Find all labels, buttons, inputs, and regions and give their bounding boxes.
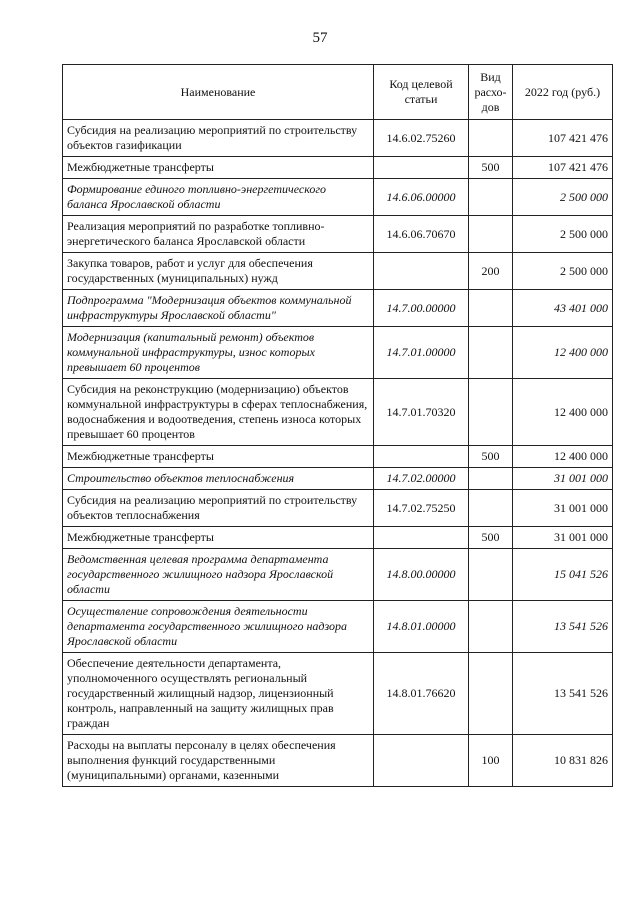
sum-cell: 12 400 000 xyxy=(513,379,613,446)
type-cell xyxy=(469,216,513,253)
table-row xyxy=(63,735,613,787)
sum-cell: 13 541 526 xyxy=(513,601,613,653)
name-cell: Обеспечение деятельности департамента, уполномоченного осуществлять региональный государственный жилищный надзор, лицензионный контроль, направленный на защиту жилищных прав граждан xyxy=(63,653,374,735)
code-cell: 14.7.01.00000 xyxy=(374,327,469,379)
code-cell: 14.7.01.70320 xyxy=(374,379,469,446)
table-row xyxy=(63,327,613,379)
name-cell: Формирование единого топливно-энергетического баланса Ярославской области xyxy=(63,179,374,216)
name-cell: Подпрограмма "Модернизация объектов коммунальной инфраструктуры Ярославской области" xyxy=(63,290,374,327)
table-row xyxy=(63,490,613,527)
sum-cell: 2 500 000 xyxy=(513,179,613,216)
code-cell xyxy=(374,527,469,549)
table-row xyxy=(63,120,613,157)
sum-cell: 2 500 000 xyxy=(513,253,613,290)
type-cell: 200 xyxy=(469,253,513,290)
header-sum: 2022 год (руб.) xyxy=(513,65,613,120)
code-cell xyxy=(374,735,469,787)
name-cell: Межбюджетные трансферты xyxy=(63,446,374,468)
table-row xyxy=(63,653,613,735)
sum-cell: 107 421 476 xyxy=(513,120,613,157)
type-cell xyxy=(469,549,513,601)
type-cell xyxy=(469,379,513,446)
type-cell xyxy=(469,327,513,379)
type-cell xyxy=(469,653,513,735)
type-cell xyxy=(469,601,513,653)
name-cell: Модернизация (капитальный ремонт) объектов коммунальной инфраструктуры, износ которых превышает 60 процентов xyxy=(63,327,374,379)
sum-cell: 31 001 000 xyxy=(513,490,613,527)
type-cell xyxy=(469,490,513,527)
sum-cell: 31 001 000 xyxy=(513,468,613,490)
table-row xyxy=(63,446,613,468)
name-cell: Расходы на выплаты персоналу в целях обеспечения выполнения функций государственными (муниципальными) органами, казенными xyxy=(63,735,374,787)
type-cell: 500 xyxy=(469,157,513,179)
name-cell: Межбюджетные трансферты xyxy=(63,527,374,549)
code-cell: 14.7.02.75250 xyxy=(374,490,469,527)
code-cell: 14.8.01.00000 xyxy=(374,601,469,653)
sum-cell: 13 541 526 xyxy=(513,653,613,735)
type-cell xyxy=(469,179,513,216)
table-row xyxy=(63,379,613,446)
name-cell: Субсидия на реконструкцию (модернизацию) объектов коммунальной инфраструктуры в сферах теплоснабжения, водоснабжения и водоотведения, степень износа которых превышает 60 процентов xyxy=(63,379,374,446)
name-cell: Строительство объектов теплоснабжения xyxy=(63,468,374,490)
type-cell: 500 xyxy=(469,527,513,549)
type-cell xyxy=(469,290,513,327)
table-row xyxy=(63,216,613,253)
code-cell xyxy=(374,253,469,290)
code-cell: 14.7.02.00000 xyxy=(374,468,469,490)
name-cell: Осуществление сопровождения деятельности департамента государственного жилищного надзора Ярославской области xyxy=(63,601,374,653)
sum-cell: 10 831 826 xyxy=(513,735,613,787)
header-name: Наименование xyxy=(63,65,374,120)
type-cell: 100 xyxy=(469,735,513,787)
table-row xyxy=(63,549,613,601)
table-row xyxy=(63,601,613,653)
table-row xyxy=(63,253,613,290)
name-cell: Закупка товаров, работ и услуг для обеспечения государственных (муниципальных) нужд xyxy=(63,253,374,290)
code-cell xyxy=(374,157,469,179)
table-row xyxy=(63,290,613,327)
sum-cell: 12 400 000 xyxy=(513,327,613,379)
table-row xyxy=(63,179,613,216)
sum-cell: 107 421 476 xyxy=(513,157,613,179)
sum-cell: 2 500 000 xyxy=(513,216,613,253)
code-cell: 14.6.06.00000 xyxy=(374,179,469,216)
sum-cell: 15 041 526 xyxy=(513,549,613,601)
budget-table xyxy=(62,64,613,787)
table-header-row xyxy=(63,65,613,120)
name-cell: Межбюджетные трансферты xyxy=(63,157,374,179)
sum-cell: 43 401 000 xyxy=(513,290,613,327)
header-type: Вид расхо-дов xyxy=(469,65,513,120)
code-cell: 14.8.00.00000 xyxy=(374,549,469,601)
name-cell: Субсидия на реализацию мероприятий по строительству объектов газификации xyxy=(63,120,374,157)
table-row xyxy=(63,157,613,179)
code-cell: 14.6.02.75260 xyxy=(374,120,469,157)
code-cell: 14.8.01.76620 xyxy=(374,653,469,735)
page-number: 57 xyxy=(312,30,328,46)
code-cell xyxy=(374,446,469,468)
sum-cell: 31 001 000 xyxy=(513,527,613,549)
type-cell xyxy=(469,120,513,157)
code-cell: 14.6.06.70670 xyxy=(374,216,469,253)
code-cell: 14.7.00.00000 xyxy=(374,290,469,327)
name-cell: Субсидия на реализацию мероприятий по строительству объектов теплоснабжения xyxy=(63,490,374,527)
name-cell: Ведомственная целевая программа департамента государственного жилищного надзора Ярославской области xyxy=(63,549,374,601)
type-cell: 500 xyxy=(469,446,513,468)
table-row xyxy=(63,468,613,490)
header-code: Код целевой статьи xyxy=(374,65,469,120)
type-cell xyxy=(469,468,513,490)
table-row xyxy=(63,527,613,549)
name-cell: Реализация мероприятий по разработке топливно-энергетического баланса Ярославской области xyxy=(63,216,374,253)
sum-cell: 12 400 000 xyxy=(513,446,613,468)
